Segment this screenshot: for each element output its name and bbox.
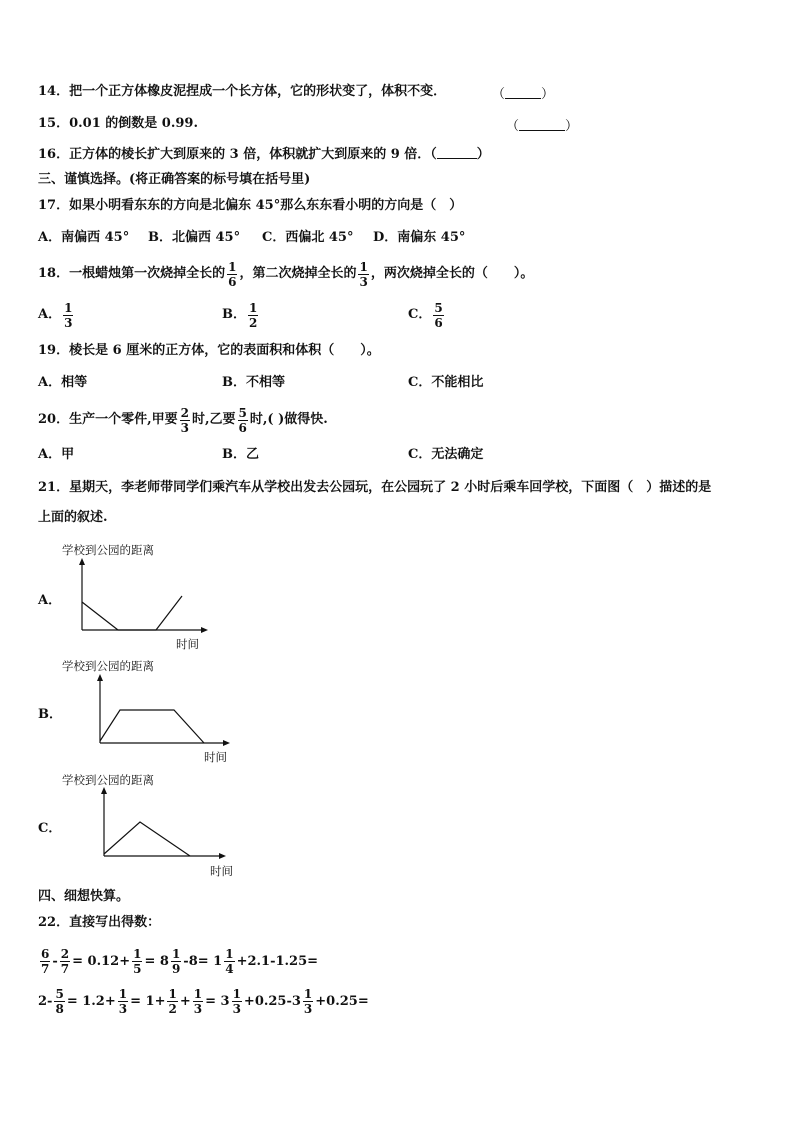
q17-option-c[interactable]: C．西偏北 45° xyxy=(262,230,354,245)
answer-paren-14[interactable]: （ ） xyxy=(492,87,555,102)
answer-blank[interactable] xyxy=(505,86,541,99)
q20-option-b[interactable]: B．乙 xyxy=(222,447,259,462)
graph-a[interactable] xyxy=(74,558,214,638)
question-21-line1: 21．星期天，李老师带同学们乘汽车从学校出发去公园玩，在公园玩了 2 小时后乘车回学校，下面图（ ）描述的是 xyxy=(38,480,712,495)
question-19: 19．棱长是 6 厘米的正方体，它的表面积和体积（ ）。 xyxy=(38,343,380,358)
graph-b-letter[interactable]: B． xyxy=(38,707,62,722)
q17-option-b[interactable]: B．北偏西 45° xyxy=(148,230,241,245)
section-heading-3: 三、谨慎选择。(将正确答案的标号填在括号里) xyxy=(38,172,311,187)
q20-option-a[interactable]: A．甲 xyxy=(38,447,75,462)
section-heading-4: 四、细想快算。 xyxy=(38,889,130,904)
graph-a-letter[interactable]: A． xyxy=(38,593,62,608)
graph-b-title: 学校到公园的距离 xyxy=(62,659,154,673)
answer-blank[interactable] xyxy=(437,146,477,159)
q19-option-c[interactable]: C．不能相比 xyxy=(408,375,484,390)
q19-option-a[interactable]: A．相等 xyxy=(38,375,88,390)
q17-option-a[interactable]: A．南偏西 45° xyxy=(38,230,130,245)
graph-a-title: 学校到公园的距离 xyxy=(62,543,154,557)
graph-a-line xyxy=(82,596,182,630)
question-20: 20．生产一个零件,甲要 $\frac{2}{3}$ 时,乙要 $\frac{5}{6}$ 时,( )做得快. xyxy=(38,405,328,435)
graph-b[interactable] xyxy=(92,673,242,753)
question-14: 14．把一个正方体橡皮泥捏成一个长方体，它的形状变了，体积不变． xyxy=(38,84,447,99)
question-17: 17．如果小明看东东的方向是北偏东 45°那么东东看小明的方向是（ ） xyxy=(38,198,463,213)
graph-a-xlabel: 时间 xyxy=(176,637,199,651)
graph-b-line xyxy=(100,710,204,743)
question-18: 18．一根蜡烛第一次烧掉全长的 $\frac{1}{6}$ ，第二次烧掉全长的 $\frac{1}{3}$ ，两次烧掉全长的（ ）。 xyxy=(38,259,534,289)
fraction: $\frac{1}{6}$ xyxy=(228,259,237,289)
q17-option-d[interactable]: D．南偏东 45° xyxy=(373,230,466,245)
q18-option-b[interactable]: B． $\frac{1}{2}$ xyxy=(222,300,258,330)
answer-paren-15[interactable]: （ ） xyxy=(506,119,579,134)
q18-option-c[interactable]: C． $\frac{5}{6}$ xyxy=(408,300,443,330)
question-15: 15．0.01 的倒数是 0.99. xyxy=(38,116,198,131)
q19-option-b[interactable]: B．不相等 xyxy=(222,375,285,390)
fraction: $\frac{1}{3}$ xyxy=(359,259,368,289)
calc-row-2: 2- $\frac{5}{8}$ = 1.2+ $\frac{1}{3}$ = 1+ $\frac{1}{2}$ + $\frac{1}{3}$ = 3 $\frac{1}{3}$ +0.25-3 $\frac{1}{3}$ +0.25= xyxy=(38,986,369,1016)
graph-c-letter[interactable]: C． xyxy=(38,821,62,836)
graph-c[interactable] xyxy=(96,786,236,866)
answer-blank[interactable] xyxy=(519,118,565,131)
calc-row-1: $\frac{6}{7}$ - $\frac{2}{7}$ = 0.12+ $\frac{1}{5}$ = 8 $\frac{1}{9}$ -8= 1 $\frac{1}{4}$ +2.1-1.25= xyxy=(41,946,319,976)
question-21-line2: 上面的叙述. xyxy=(38,510,108,525)
graph-c-line xyxy=(104,822,190,856)
graph-c-xlabel: 时间 xyxy=(210,864,233,878)
q20-option-c[interactable]: C．无法确定 xyxy=(408,447,484,462)
question-22: 22．直接写出得数： xyxy=(38,915,161,930)
graph-b-xlabel: 时间 xyxy=(204,750,227,764)
q18-option-a[interactable]: A． $\frac{1}{3}$ xyxy=(38,300,73,330)
graph-c-title: 学校到公园的距离 xyxy=(62,773,154,787)
question-16: 16．正方体的棱长扩大到原来的 3 倍，体积就扩大到原来的 9 倍．（ ） xyxy=(38,147,490,162)
